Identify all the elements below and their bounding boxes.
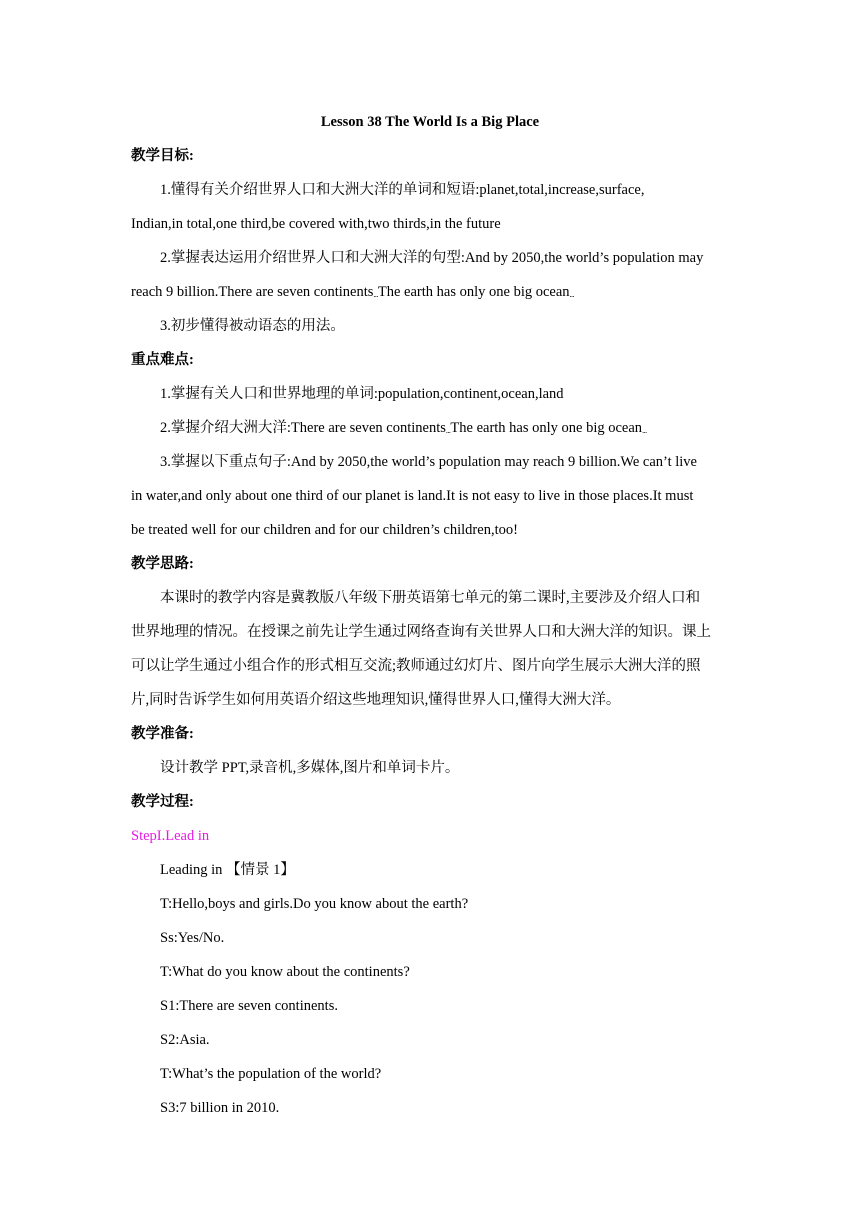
objective-1-line-1: 1.懂得有关介绍世界人口和大洲大洋的单词和短语:planet,total,increase,surface, [160,182,645,198]
prep-heading: 教学准备: [131,726,194,742]
ideas-line-2: 世界地理的情况。在授课之前先让学生通过网络查询有关世界人口和大洲大洋的知识。课上 [131,624,711,640]
prep-text: 设计教学 PPT,录音机,多媒体,图片和单词卡片。 [160,760,460,776]
ellipsis-mark: ... [445,426,451,435]
keypoint-2-part-1: 2.掌握介绍大洲大洋:There are seven continents [160,420,446,436]
objectives-heading: 教学目标: [131,148,194,164]
dialog-line: S1:There are seven continents. [160,998,338,1014]
step-1-heading: StepI.Lead in [131,828,210,844]
ideas-heading: 教学思路: [131,556,194,572]
dialog-line: T:What’s the population of the world? [160,1066,382,1082]
objective-3: 3.初步懂得被动语态的用法。 [160,318,345,334]
dialog-line: S2:Asia. [160,1032,210,1048]
objective-1-line-2: Indian,in total,one third,be covered with,two thirds,in the future [131,216,501,232]
ellipsis-mark: ... [373,290,378,299]
keypoint-1: 1.掌握有关人口和世界地理的单词:population,continent,ocean,land [160,386,564,402]
dialog-line: T:Hello,boys and girls.Do you know about the earth? [160,896,469,912]
keypoint-3-line-3: be treated well for our children and for our children’s children,too! [131,522,518,538]
keypoint-3-line-1: 3.掌握以下重点句子:And by 2050,the world’s population may reach 9 billion.We can’t live [160,454,697,470]
objective-2-line-2 [131,282,731,305]
dialog-line: T:What do you know about the continents? [160,964,410,980]
keypoint-2-part-2: The earth has only one big ocean [450,420,643,436]
keypoints-heading: 重点难点: [131,352,194,368]
ellipsis-mark: ... [642,426,647,435]
keypoint-2 [160,418,731,441]
lesson-title: Lesson 38 The World Is a Big Place [320,114,540,130]
ellipsis-mark: ... [569,290,575,299]
dialog-line: Ss:Yes/No. [160,930,225,946]
ideas-line-3: 可以让学生通过小组合作的形式相互交流;教师通过幻灯片、图片向学生展示大洲大洋的照 [131,658,701,674]
objective-2-line-1: 2.掌握表达运用介绍世界人口和大洲大洋的句型:And by 2050,the world’s population may [160,250,704,266]
process-heading: 教学过程: [131,794,194,810]
dialog-line: S3:7 billion in 2010. [160,1100,280,1116]
ideas-line-1: 本课时的教学内容是冀教版八年级下册英语第七单元的第二课时,主要涉及介绍人口和 [160,590,701,606]
dialog-line: Leading in 【情景 1】 [160,862,295,878]
objective-2-part-2: The earth has only one big ocean [377,284,570,300]
ideas-line-4: 片,同时告诉学生如何用英语介绍这些地理知识,懂得世界人口,懂得大洲大洋。 [131,692,621,708]
keypoint-3-line-2: in water,and only about one third of our planet is land.It is not easy to live in those places.It must [131,488,694,504]
objective-2-part-1: reach 9 billion.There are seven continents [131,284,374,300]
